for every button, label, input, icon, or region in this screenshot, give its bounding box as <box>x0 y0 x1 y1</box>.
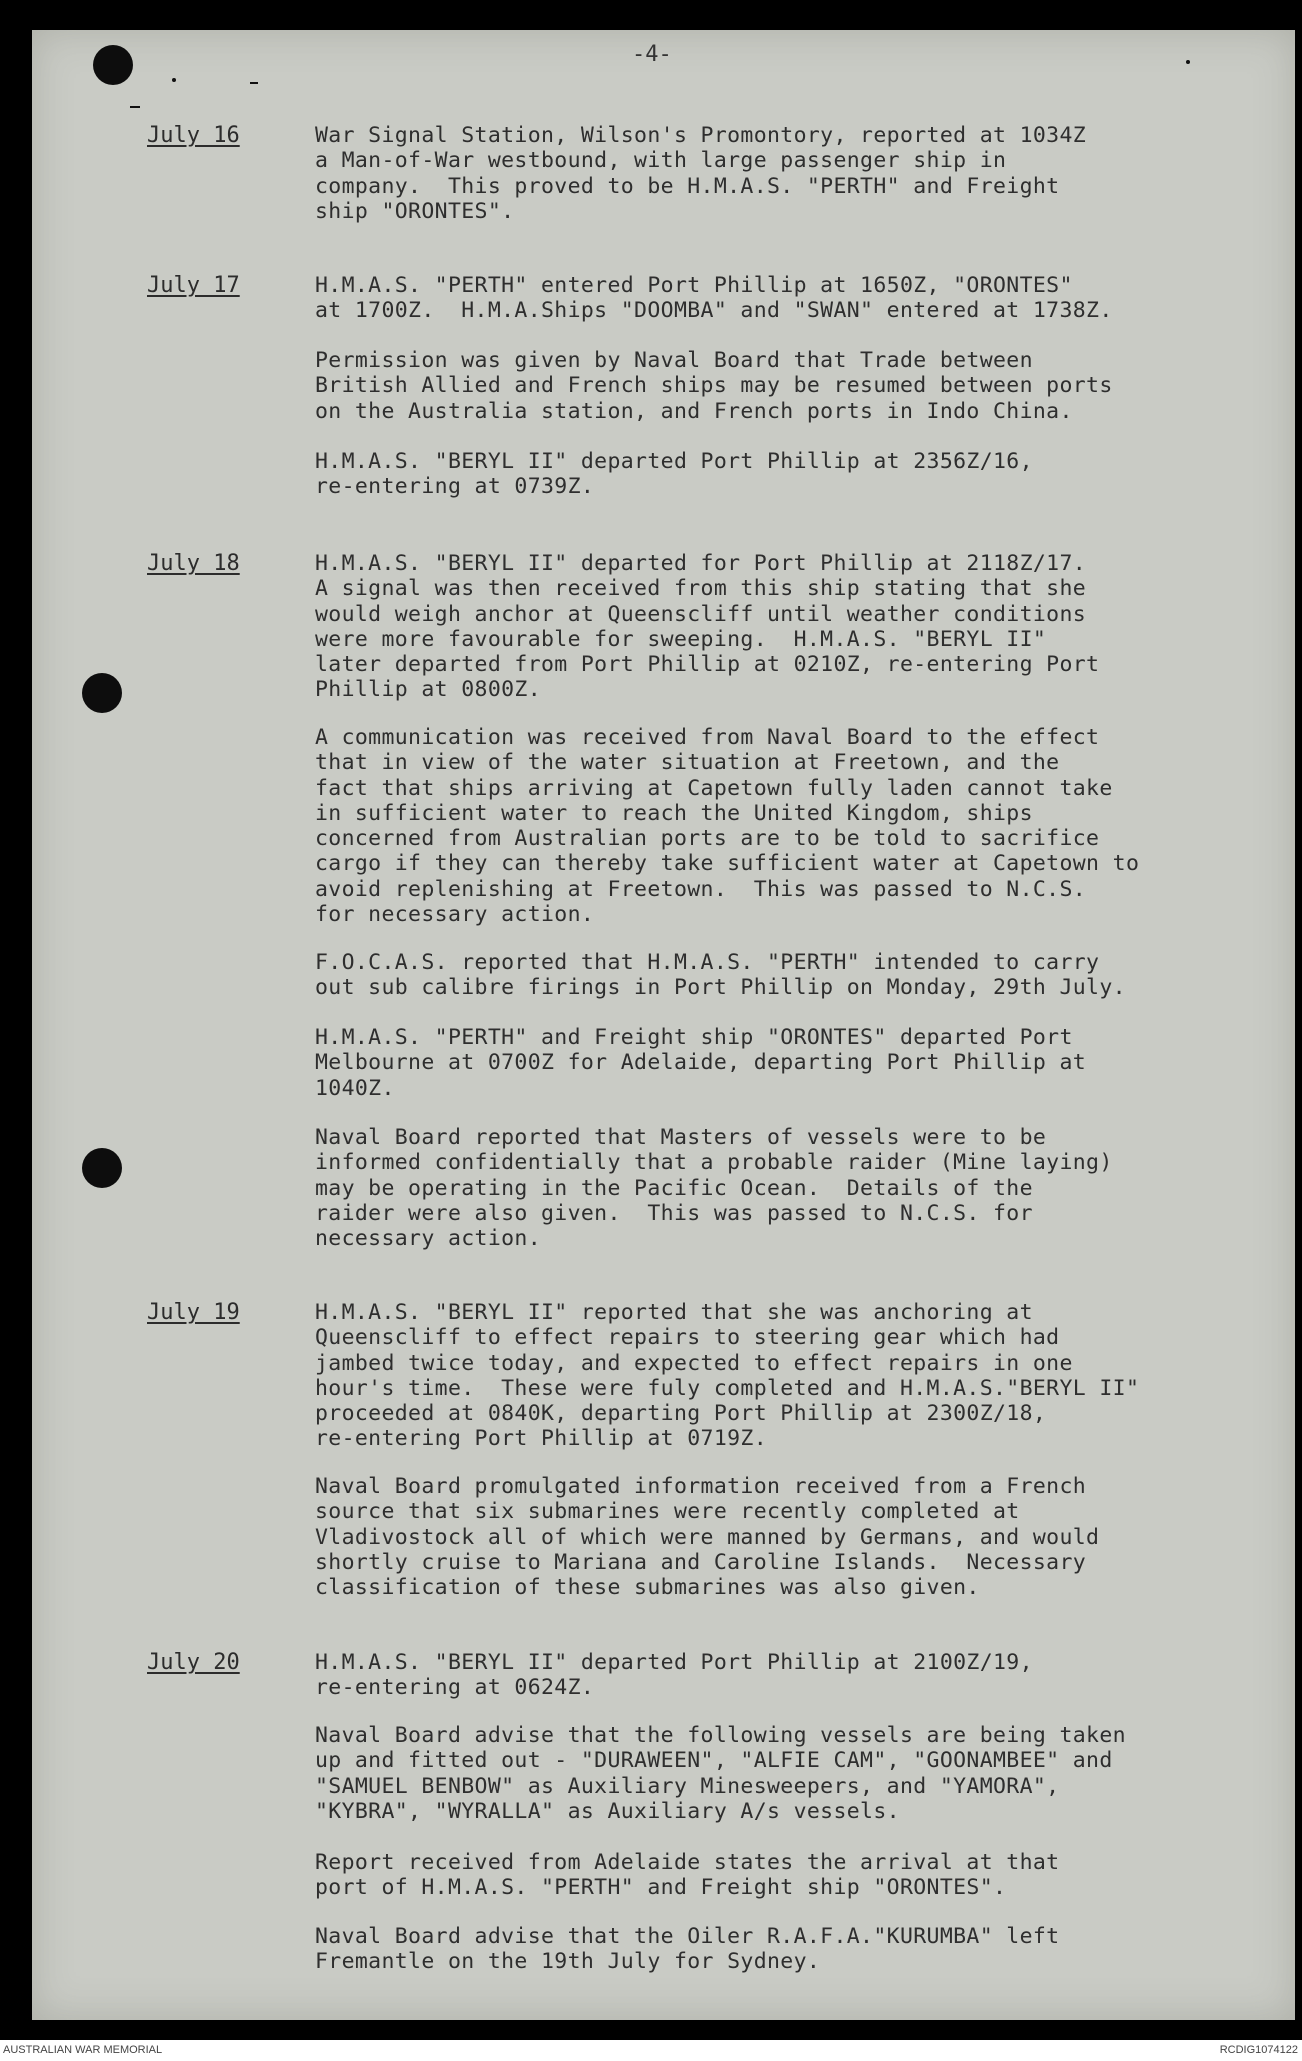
entry-paragraph: Permission was given by Naval Board that Trade between British Allied and French ships may be resumed between ports on the Australia station, and French ports in Indo China. <box>315 348 1113 424</box>
page-number: -4- <box>632 42 672 67</box>
entry-paragraph: War Signal Station, Wilson's Promontory, reported at 1034Z a Man-of-War westbound, with large passenger ship in company. This proved to be H.M.A.S. "PERTH" and Freight ship "ORONTES". <box>315 123 1087 224</box>
entry-paragraph: Naval Board reported that Masters of vessels were to be informed confidentially that a probable raider (Mine laying) may be operating in the Pacific Ocean. Details of the raider were also given. This was passed to N.C.S. for necessary action. <box>315 1125 1113 1252</box>
punch-hole-middle <box>82 673 122 713</box>
ink-speck <box>172 78 176 82</box>
entry-paragraph: A communication was received from Naval Board to the effect that in view of the water situation at Freetown, and the fact that ships arriving at Capetown fully laden cannot take in sufficient water to reach the United Kingdom, ships concerned from Australian ports are to be told to sacrifice cargo if they can thereby take sufficient water at Capetown to avoid replenishing at Freetown. This was passed to N.C.S. for necessary action. <box>315 725 1140 928</box>
entry-paragraph: Naval Board advise that the Oiler R.A.F.A."KURUMBA" left Fremantle on the 19th July for Sydney. <box>315 1924 1060 1975</box>
footer-record-id: RCDIG1074122 <box>1219 2044 1298 2056</box>
entry-paragraph: H.M.A.S. "BERYL II" departed Port Phillip at 2356Z/16, re-entering at 0739Z. <box>315 449 1033 500</box>
entry-date: July 17 <box>147 273 240 298</box>
entry-paragraph: H.M.A.S. "PERTH" entered Port Phillip at 1650Z, "ORONTES" at 1700Z. H.M.A.Ships "DOOMBA" and "SWAN" entered at 1738Z. <box>315 273 1113 324</box>
entry-paragraph: H.M.A.S. "PERTH" and Freight ship "ORONTES" departed Port Melbourne at 0700Z for Adelaide, departing Port Phillip at 1040Z. <box>315 1025 1087 1101</box>
entry-paragraph: Naval Board advise that the following vessels are being taken up and fitted out - "DURAWEEN", "ALFIE CAM", "GOONAMBEE" and "SAMUEL BENBOW" as Auxiliary Minesweepers, and "YAMORA", "KYBRA", "WYRALLA" as Auxiliary A/s vessels. <box>315 1723 1126 1824</box>
entry-date: July 20 <box>147 1650 240 1675</box>
ink-speck <box>250 82 258 84</box>
entry-date: July 18 <box>147 551 240 576</box>
entry-paragraph: H.M.A.S. "BERYL II" departed Port Phillip at 2100Z/19, re-entering at 0624Z. <box>315 1650 1033 1701</box>
entry-date: July 16 <box>147 123 240 148</box>
entry-paragraph: H.M.A.S. "BERYL II" departed for Port Phillip at 2118Z/17. A signal was then received from this ship stating that she would weigh anchor at Queenscliff until weather conditions were more favourable for sweeping. H.M.A.S. "BERYL II" later departed from Port Phillip at 0210Z, re-entering Port Phillip at 0800Z. <box>315 551 1100 703</box>
entry-date: July 19 <box>147 1300 240 1325</box>
entry-paragraph: Report received from Adelaide states the arrival at that port of H.M.A.S. "PERTH" and Freight ship "ORONTES". <box>315 1850 1060 1901</box>
ink-speck <box>1186 60 1190 64</box>
punch-hole-lower <box>82 1148 122 1188</box>
entry-paragraph: F.O.C.A.S. reported that H.M.A.S. "PERTH" intended to carry out sub calibre firings in Port Phillip on Monday, 29th July. <box>315 950 1126 1001</box>
ink-speck <box>130 106 140 108</box>
entry-paragraph: H.M.A.S. "BERYL II" reported that she was anchoring at Queenscliff to effect repairs to steering gear which had jambed twice today, and expected to effect repairs in one hour's time. These were fuly completed and H.M.A.S."BERYL II" proceeded at 0840K, departing Port Phillip at 2300Z/18, re-entering Port Phillip at 0719Z. <box>315 1300 1140 1452</box>
entry-paragraph: Naval Board promulgated information received from a French source that six submarines were recently completed at Vladivostock all of which were manned by Germans, and would shortly cruise to Mariana and Caroline Islands. Necessary classification of these submarines was also given. <box>315 1474 1100 1601</box>
footer-source: AUSTRALIAN WAR MEMORIAL <box>3 2044 163 2056</box>
punch-hole-top <box>93 45 133 85</box>
archive-footer <box>0 2040 1302 2061</box>
